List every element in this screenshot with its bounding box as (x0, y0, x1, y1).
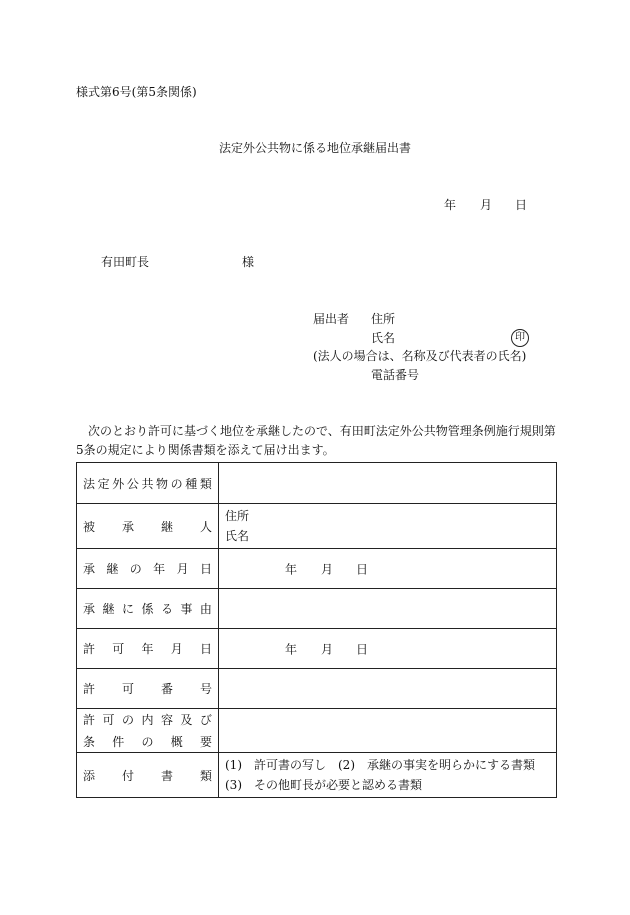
predecessor-address-label: 住所 (225, 509, 250, 523)
label-char: 及 (180, 713, 193, 727)
succession-year: 年 (285, 562, 298, 576)
label-char: び (199, 713, 212, 727)
seal-icon (511, 329, 529, 347)
value-succession-reason[interactable] (219, 589, 557, 629)
label-char: 可 (121, 682, 134, 696)
label-char: 法 (83, 476, 96, 491)
value-permit-date[interactable] (219, 629, 557, 669)
permit-month: 月 (321, 642, 334, 656)
value-attachments (219, 753, 557, 798)
predecessor-name-label: 氏名 (225, 529, 250, 543)
label-char: 許 (83, 642, 96, 656)
label-char: 日 (199, 642, 212, 656)
row-attachments (77, 753, 557, 798)
notifier-address-label: 住所 (371, 312, 396, 326)
label-char: 継 (160, 519, 173, 534)
label-char: 承 (83, 562, 96, 576)
label-char: 承 (121, 519, 134, 534)
label-char: 月 (170, 642, 183, 656)
label-char: 番 (160, 682, 173, 696)
label-char: 係 (141, 602, 154, 616)
label-public-property-type (77, 475, 218, 492)
label-char: の (170, 476, 183, 491)
label-char: の (141, 735, 154, 749)
value-permit-contents[interactable] (219, 709, 557, 753)
label-char: に (121, 602, 134, 616)
label-char: 外 (112, 476, 125, 491)
label-char: 可 (112, 642, 125, 656)
succession-day: 日 (356, 562, 369, 576)
value-predecessor[interactable] (219, 504, 557, 549)
label-char: 種 (185, 476, 198, 491)
label-permit-contents (77, 711, 218, 750)
label-char: 概 (170, 735, 183, 749)
value-succession-date[interactable] (219, 549, 557, 589)
label-char: る (160, 602, 173, 616)
label-char: 年 (141, 642, 154, 656)
attachment-line-1: (1) 許可書の写し (2) 承継の事実を明らかにする書類 (225, 758, 535, 772)
label-char: 公 (126, 476, 139, 491)
form-number: 様式第6号(第5条関係) (76, 85, 197, 99)
form-table (76, 462, 557, 798)
label-char: 定 (97, 476, 110, 491)
label-char: 件 (112, 735, 125, 749)
value-permit-number[interactable] (219, 669, 557, 709)
label-char: 継 (106, 562, 119, 576)
label-attachments (77, 767, 218, 784)
label-char: の (121, 713, 134, 727)
label-char: 月 (176, 562, 189, 576)
label-char: 日 (199, 562, 212, 576)
date-year: 年 (444, 198, 457, 212)
label-permit-date (77, 640, 218, 657)
addressee-honorific: 様 (242, 255, 255, 269)
addressee-name: 有田町長 (101, 255, 150, 269)
label-char: 可 (102, 713, 115, 727)
label-char: 許 (83, 713, 96, 727)
label-char: 継 (102, 602, 115, 616)
attachment-line-2: (3) その他町長が必要と認める書類 (225, 778, 422, 792)
label-char: 物 (156, 476, 169, 491)
date-month: 月 (480, 198, 493, 212)
label-succession-reason (77, 600, 218, 617)
corp-note: (法人の場合は、名称及び代表者の氏名) (313, 349, 527, 363)
body-line-2: 5条の規定により関係書類を添えて届け出ます。 (76, 443, 335, 457)
permit-year: 年 (285, 642, 298, 656)
label-char: 承 (83, 602, 96, 616)
row-permit-contents (77, 709, 557, 753)
notifier-label: 届出者 (313, 312, 350, 326)
body-line-1: 次のとおり許可に基づく地位を承継したので、有田町法定外公共物管理条例施行規則第 (88, 424, 556, 438)
label-char: 事 (180, 602, 193, 616)
label-char: 付 (121, 768, 134, 783)
seal-text: 印 (515, 332, 525, 343)
phone-label: 電話番号 (371, 368, 420, 382)
notifier-name-label: 氏名 (371, 331, 396, 345)
label-char: 人 (199, 519, 212, 534)
label-char: 添 (83, 768, 96, 783)
label-char: 条 (83, 735, 96, 749)
label-char: 共 (141, 476, 154, 491)
value-public-property-type[interactable] (219, 463, 557, 504)
label-char: 容 (160, 713, 173, 727)
permit-day: 日 (356, 642, 369, 656)
label-char: の (129, 562, 142, 576)
label-char: 由 (199, 602, 212, 616)
label-char: 号 (199, 682, 212, 696)
label-char: 書 (160, 768, 173, 783)
row-permit-number (77, 669, 557, 709)
date-day: 日 (515, 198, 528, 212)
row-succession-reason (77, 589, 557, 629)
label-char: 類 (199, 476, 212, 491)
label-char: 許 (83, 682, 96, 696)
document-title: 法定外公共物に係る地位承継届出書 (219, 141, 412, 155)
label-succession-date (77, 560, 218, 577)
label-char: 要 (199, 735, 212, 749)
label-permit-number (77, 680, 218, 697)
row-succession-date (77, 549, 557, 589)
row-public-property-type (77, 463, 557, 504)
succession-month: 月 (321, 562, 334, 576)
label-predecessor (77, 518, 218, 535)
row-permit-date (77, 629, 557, 669)
label-char: 年 (153, 562, 166, 576)
label-char: 類 (199, 768, 212, 783)
label-char: 被 (83, 519, 96, 534)
row-predecessor (77, 504, 557, 549)
label-char: 内 (141, 713, 154, 727)
